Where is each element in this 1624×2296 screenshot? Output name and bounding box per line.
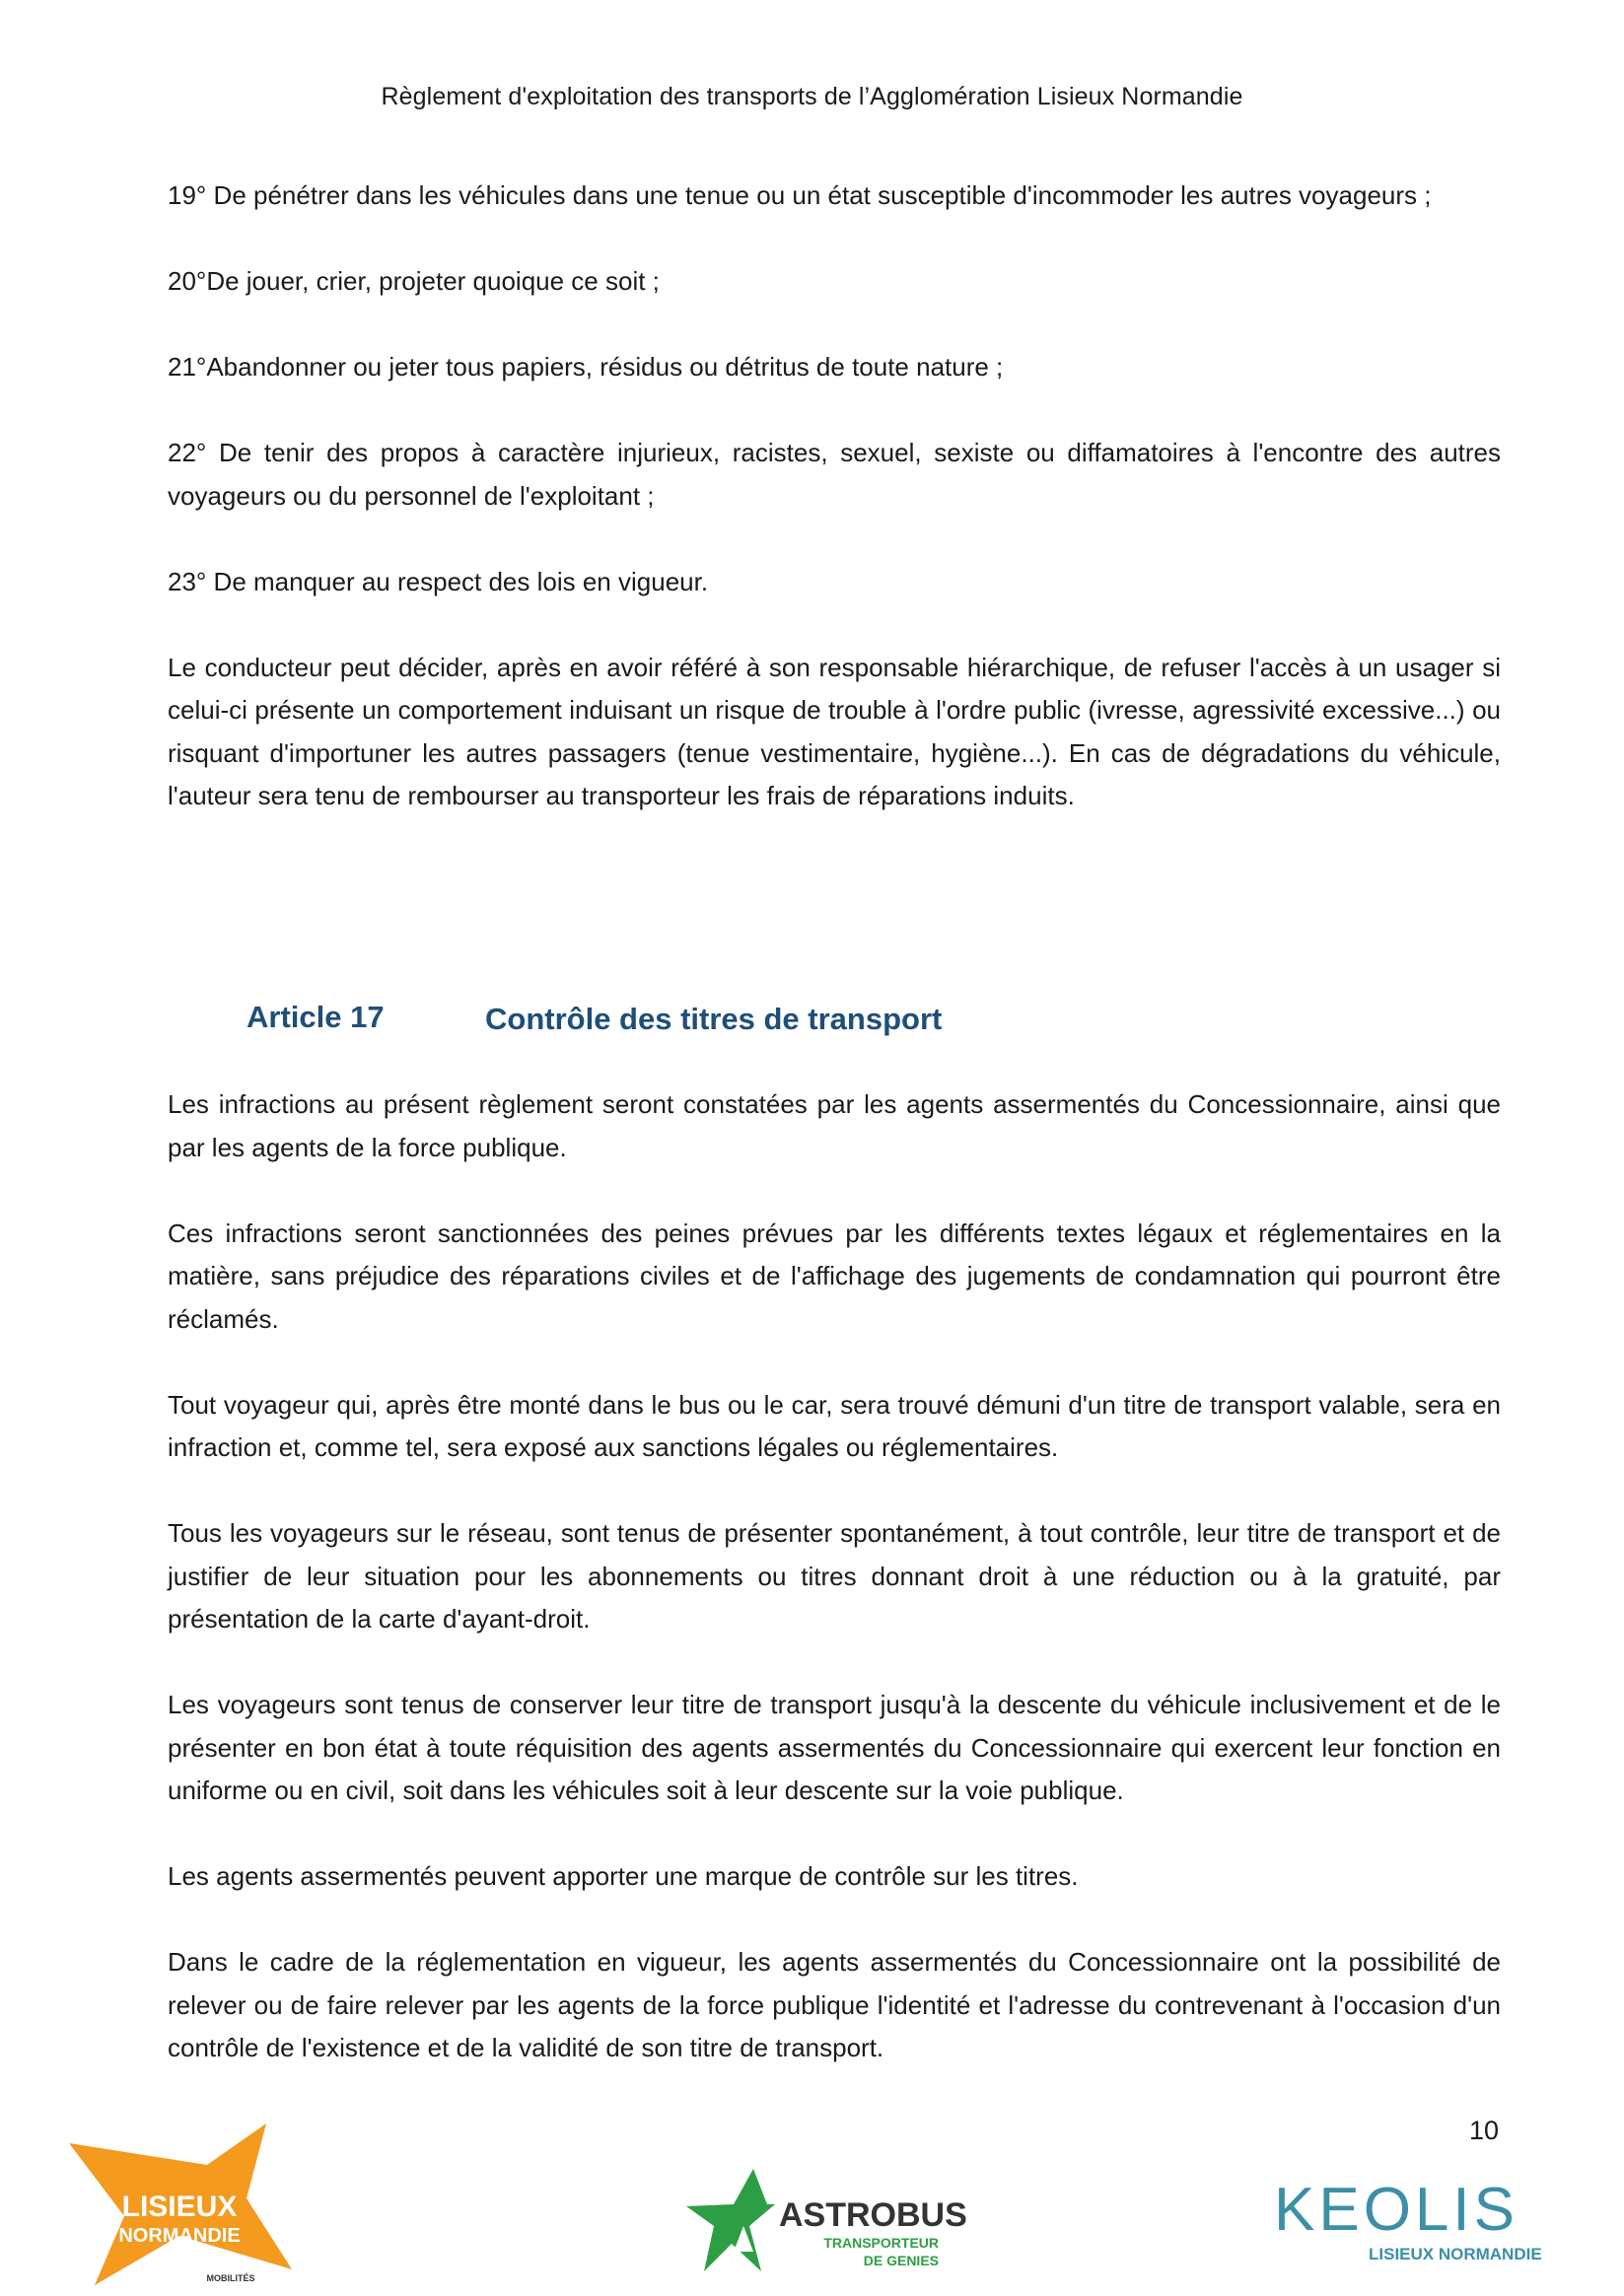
rules-list — [168, 174, 1501, 818]
keolis-logo — [1254, 2169, 1589, 2277]
keolis-subtitle: LISIEUX NORMANDIE — [1369, 2245, 1542, 2263]
astrobus-logo — [680, 2165, 996, 2283]
keolis-name: KEOLIS — [1274, 2176, 1518, 2244]
paragraph-present-ticket: Tous les voyageurs sur le réseau, sont tenus de présenter spontanément, à tout contrôle, leur titre de transport et de justifier de leur situation pour les abonnements ou titres donnant droit à une réduction ou à la gratuité, par présentation de la carte d'ayant-droit. — [168, 1518, 1501, 1634]
astrobus-name: ASTROBUS — [779, 2196, 967, 2234]
article-heading — [0, 996, 1624, 1045]
driver-paragraph: Le conducteur peut décider, après en avoir référé à son responsable hiérarchique, de refuser l'accès à un usager si celui-ci présente un comportement induisant un risque de trouble à l'ordre public (ivresse, agressivité excessive...) ou risquant d'importuner les autres passagers (tenue vestimentaire, hygiène...). En cas de dégradations du véhicule, l'auteur sera tenu de rembourser au transporteur les frais de réparations induits. — [168, 652, 1501, 810]
keolis-logo-graphic — [1254, 2169, 1589, 2277]
rule-19: 19° De pénétrer dans les véhicules dans une tenue ou un état susceptible d'incommoder les autres voyageurs ; — [168, 180, 1432, 210]
paragraph-control-mark: Les agents assermentés peuvent apporter une marque de contrôle sur les titres. — [168, 1861, 1079, 1891]
astrobus-tagline-line1: TRANSPORTEUR — [823, 2235, 939, 2251]
rule-21: 21°Abandonner ou jeter tous papiers, résidus ou détritus de toute nature ; — [168, 352, 1004, 382]
rule-20: 20°De jouer, crier, projeter quoique ce soit ; — [168, 266, 660, 296]
astrobus-tagline-line2: DE GENIES — [863, 2253, 939, 2268]
logo-text-line3: MOBILITÉS — [206, 2273, 255, 2283]
lisieux-normandie-logo — [61, 2122, 298, 2289]
paragraph-sanctions: Ces infractions seront sanctionnées des peines prévues par les différents textes légaux et réglementaires en la matière, sans préjudice des réparations civiles et de l'affichage des jugements de condamnation qui pourront être réclamés. — [168, 1218, 1501, 1334]
rule-22: 22° De tenir des propos à caractère injurieux, racistes, sexuel, sexiste ou diffamatoires à l'encontre des autres voyageurs ou du personnel de l'exploitant ; — [168, 438, 1501, 511]
lisieux-normandie-logo-graphic — [61, 2122, 298, 2289]
rule-23: 23° De manquer au respect des lois en vigueur. — [168, 566, 709, 596]
astrobus-logo-graphic — [680, 2165, 996, 2283]
article-number: Article 17 — [247, 1000, 385, 1034]
page-header: Règlement d'exploitation des transports de l’Agglomération Lisieux Normandie — [381, 83, 1243, 110]
paragraph-keep-ticket: Les voyageurs sont tenus de conserver leur titre de transport jusqu'à la descente du véhicule inclusivement et de le présenter en bon état à toute réquisition des agents assermentés du Concessionnaire qui exercent leur fonction en uniforme ou en civil, soit dans les véhicules soit à leur descente sur la voie publique. — [168, 1690, 1501, 1805]
paragraph-no-ticket: Tout voyageur qui, après être monté dans le bus ou le car, sera trouvé démuni d'un titre de transport valable, sera en infraction et, comme tel, sera exposé aux sanctions légales ou réglementaires. — [168, 1389, 1501, 1462]
paragraph-identity: Dans le cadre de la réglementation en vigueur, les agents assermentés du Concessionnaire ont la possibilité de relever ou de faire relever par les agents de la force publique l'identité et l'adresse du contrevenant à l'occasion d'un contrôle de l'existence et de la validité de son titre de transport. — [168, 1947, 1501, 2062]
page-number: 10 — [1469, 2116, 1500, 2145]
paragraph-infractions: Les infractions au présent règlement seront constatées par les agents assermentés du Concessionnaire, ainsi que par les agents de la force publique. — [168, 1089, 1501, 1162]
logo-text-line2: NORMANDIE — [118, 2225, 241, 2247]
astrobus-star-icon — [686, 2169, 775, 2271]
article-body — [168, 1083, 1501, 2070]
logo-text-line1: LISIEUX — [121, 2191, 238, 2223]
article-title: Contrôle des titres de transport — [485, 1002, 943, 1036]
